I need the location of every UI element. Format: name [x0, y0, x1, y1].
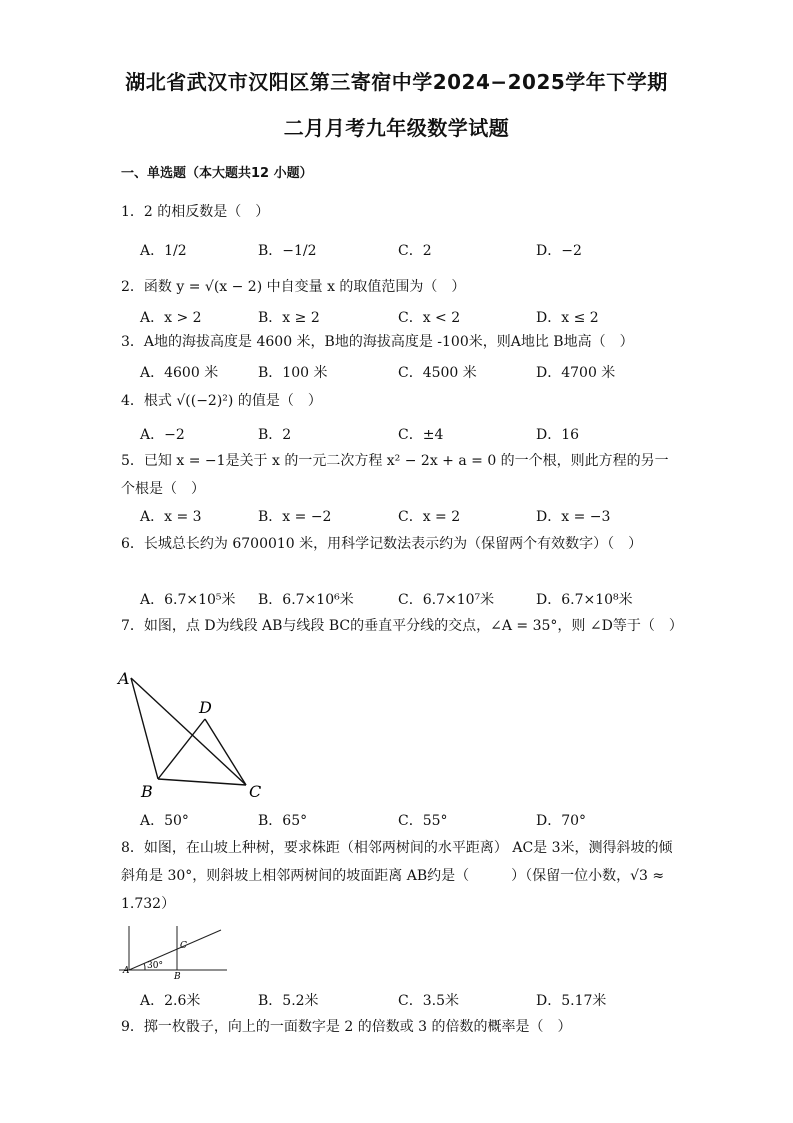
label-c: C — [249, 782, 262, 801]
question-5-options — [140, 506, 660, 528]
option-b[interactable]: B．x ≥ 2 — [258, 310, 320, 326]
option-b[interactable]: B．2 — [258, 427, 292, 443]
option-d[interactable]: D．5.17米 — [536, 993, 607, 1009]
segment-ab — [131, 678, 158, 779]
option-d[interactable]: D．−2 — [536, 243, 582, 259]
option-d[interactable]: D．16 — [536, 427, 580, 443]
slope-line — [129, 930, 221, 970]
page-title: 湖北省武汉市汉阳区第三寄宿中学2024−2025学年下学期 — [125, 70, 668, 94]
question-4-options — [140, 424, 660, 446]
question-7: 7．如图，点 D为线段 AB与线段 BC的垂直平分线的交点，∠A = 35°，则 ∠D等于（ ） — [121, 618, 683, 634]
label-a: A — [123, 966, 130, 976]
option-b[interactable]: B．5.2米 — [258, 993, 319, 1009]
option-d[interactable]: D．x = −3 — [536, 509, 611, 525]
segment-bd — [158, 719, 205, 779]
segment-ac — [131, 678, 246, 785]
figure-q8-slope — [115, 922, 231, 980]
question-3: 3．A地的海拔高度是 4600 米，B地的海拔高度是 -100米，则A地比 B地高（ ） — [121, 334, 634, 350]
option-c[interactable]: C．55° — [398, 813, 448, 829]
option-c[interactable]: C．4500 米 — [398, 365, 477, 381]
option-a[interactable]: A．x = 3 — [140, 509, 202, 525]
option-c[interactable]: C．3.5米 — [398, 993, 459, 1009]
option-d[interactable]: D．6.7×10⁸米 — [536, 592, 633, 608]
question-8-options — [140, 990, 660, 1012]
option-a[interactable]: A．6.7×10⁵米 — [140, 592, 236, 608]
option-c[interactable]: C．±4 — [398, 427, 444, 443]
option-c[interactable]: C．x = 2 — [398, 509, 461, 525]
option-b[interactable]: B．x = −2 — [258, 509, 332, 525]
option-b[interactable]: B．6.7×10⁶米 — [258, 592, 354, 608]
question-6-options — [140, 589, 660, 611]
question-5: 5．已知 x = −1是关于 x 的一元二次方程 x² − 2x + a = 0 的一个根，则此方程的另一个根是（ ） — [121, 453, 669, 497]
question-6: 6．长城总长约为 6700010 米，用科学记数法表示约为（保留两个有效数字）（ ） — [121, 536, 643, 552]
option-a[interactable]: A．1/2 — [140, 243, 187, 259]
option-b[interactable]: B．100 米 — [258, 365, 328, 381]
option-a[interactable]: A．x > 2 — [140, 310, 202, 326]
section-heading: 一、单选题（本大题共12 小题） — [121, 166, 313, 181]
option-d[interactable]: D．70° — [536, 813, 587, 829]
question-2-options — [140, 307, 660, 329]
option-c[interactable]: C．6.7×10⁷米 — [398, 592, 495, 608]
option-a[interactable]: A．4600 米 — [140, 365, 219, 381]
question-8: 8．如图，在山坡上种树，要求株距（相邻两树间的水平距离） AC是 3米，测得斜坡的倾斜角是 30°，则斜坡上相邻两树间的坡面距离 AB约是（ ）（保留一位小数，√3 ≈ 1.732） — [121, 840, 673, 912]
option-b[interactable]: B．65° — [258, 813, 308, 829]
label-b: B — [174, 972, 181, 980]
page-subtitle: 二月月考九年级数学试题 — [283, 116, 510, 140]
option-a[interactable]: A．50° — [140, 813, 189, 829]
option-d[interactable]: D．x ≤ 2 — [536, 310, 599, 326]
question-9: 9．掷一枚骰子，向上的一面数字是 2 的倍数或 3 的倍数的概率是（ ） — [121, 1019, 572, 1035]
option-a[interactable]: A．−2 — [140, 427, 185, 443]
angle-label: 30° — [147, 961, 163, 971]
option-c[interactable]: C．2 — [398, 243, 432, 259]
question-1: 1．2 的相反数是（ ） — [121, 204, 270, 220]
figure-q7-triangle — [115, 668, 275, 804]
question-1-options — [140, 240, 660, 262]
question-3-options — [140, 362, 660, 384]
option-a[interactable]: A．2.6米 — [140, 993, 201, 1009]
angle-arc — [144, 963, 145, 970]
segment-bc — [158, 779, 246, 785]
option-c[interactable]: C．x < 2 — [398, 310, 461, 326]
label-c: C — [180, 941, 187, 951]
label-b: B — [141, 782, 153, 801]
label-a: A — [118, 669, 130, 688]
label-d: D — [199, 698, 212, 717]
option-b[interactable]: B．−1/2 — [258, 243, 317, 259]
question-7-options — [140, 810, 660, 832]
question-4: 4．根式 √((−2)²) 的值是（ ） — [121, 393, 322, 409]
question-2: 2．函数 y = √(x − 2) 中自变量 x 的取值范围为（ ） — [121, 279, 466, 295]
option-d[interactable]: D．4700 米 — [536, 365, 616, 381]
